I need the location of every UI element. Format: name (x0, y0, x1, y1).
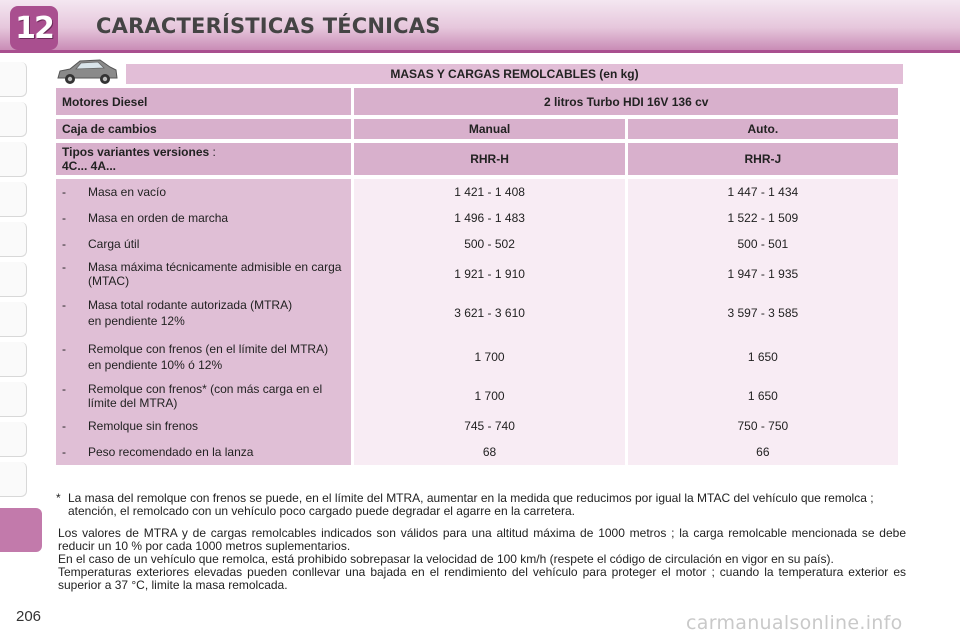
variants-codes: 4C... 4A... (62, 159, 117, 173)
variants-label (56, 143, 351, 175)
row-value-2: 1 650 (628, 335, 898, 379)
note-paragraph: Temperaturas exteriores elevadas pueden conllevar una bajada en el rendimiento del vehículo para proteger el motor ; cuando la temperatura exterior es superior a 37 °C, limite la masa remolcada. (58, 565, 906, 592)
notes (58, 527, 906, 592)
gearbox-manual: Manual (354, 119, 624, 139)
chapter-tab[interactable] (0, 62, 27, 97)
page-number: 206 (16, 608, 42, 625)
row-value-1: 1 700 (354, 379, 624, 413)
footnote (56, 492, 906, 518)
gearbox-label: Caja de cambios (56, 119, 351, 139)
watermark: carmanualsonline.info (686, 612, 903, 634)
chapter-tab[interactable] (0, 142, 27, 177)
page-title: CARACTERÍSTICAS TÉCNICAS (96, 14, 441, 38)
row-label: Peso recomendado en la lanza (88, 445, 254, 459)
row-value-1: 3 621 - 3 610 (354, 291, 624, 335)
chapter-tab[interactable] (0, 102, 27, 137)
row-value-1: 1 496 - 1 483 (354, 205, 624, 231)
row-label: Masa en orden de marcha (88, 211, 229, 225)
variant-2: RHR-J (628, 143, 898, 175)
row-value-2: 3 597 - 3 585 (628, 291, 898, 335)
list-dash: - (62, 185, 66, 199)
list-dash: - (62, 298, 66, 312)
row-value-1: 68 (354, 439, 624, 465)
variant-1: RHR-H (354, 143, 624, 175)
table-row (56, 205, 898, 231)
variants-row (56, 143, 898, 175)
gearbox-auto: Auto. (628, 119, 898, 139)
row-value-2: 66 (628, 439, 898, 465)
table-row (56, 257, 898, 291)
list-dash: - (62, 260, 66, 274)
note-paragraph: En el caso de un vehículo que remolca, está prohibido sobrepasar la velocidad de 100 km/h (respete el código de circulación en vigor en su país). (58, 552, 834, 566)
row-value-2: 1 447 - 1 434 (628, 179, 898, 205)
row-label: Remolque sin frenos (88, 419, 199, 433)
row-label: Masa total rodante autorizada (MTRA) (88, 298, 293, 312)
chapter-tab-active[interactable] (0, 508, 42, 552)
chapter-tab[interactable] (0, 182, 27, 217)
list-dash: - (62, 382, 66, 396)
row-value-1: 1 421 - 1 408 (354, 179, 624, 205)
chapter-tab[interactable] (0, 222, 27, 257)
footnote-text: La masa del remolque con frenos se puede, en el límite del MTRA, aumentar en la medida que reducimos por igual la MTAC del vehículo que remolca ; atención, el remolcado con un vehículo poco cargado puede degradar el agarre en la carretera. (68, 491, 874, 518)
list-dash: - (62, 419, 66, 433)
footnote-star: * (56, 491, 61, 505)
row-value-1: 745 - 740 (354, 413, 624, 439)
row-value-1: 1 921 - 1 910 (354, 257, 624, 291)
chapter-tab[interactable] (0, 342, 27, 377)
note-paragraph: Los valores de MTRA y de cargas remolcables indicados son válidos para una altitud máxima de 1000 metros ; la carga remolcable mencionada se debe reducir un 10 % por cada 1000 metros suplementarios. (58, 526, 906, 553)
variants-label-colon: : (209, 145, 216, 159)
section-title: MASAS Y CARGAS REMOLCABLES (en kg) (126, 64, 903, 84)
gearbox-row (56, 119, 898, 139)
table-row (56, 179, 898, 205)
car-icon (54, 56, 120, 88)
row-label: Masa máxima técnicamente admisible en carga (MTAC) (88, 260, 342, 288)
row-label: Remolque con frenos* (con más carga en el límite del MTRA) (88, 382, 323, 410)
row-value-2: 1 947 - 1 935 (628, 257, 898, 291)
list-dash: - (62, 211, 66, 225)
list-dash: - (62, 342, 66, 356)
engine-row (56, 88, 898, 115)
table-row (56, 439, 898, 465)
chapter-tab[interactable] (0, 462, 27, 497)
chapter-tab[interactable] (0, 382, 27, 417)
variants-label-bold: Tipos variantes versiones (62, 145, 210, 159)
table-row (56, 231, 898, 257)
list-dash: - (62, 237, 66, 251)
table-row (56, 379, 898, 413)
row-value-1: 1 700 (354, 335, 624, 379)
chapter-badge: 12 (10, 6, 58, 50)
chapter-tabs (0, 62, 34, 592)
row-sublabel: en pendiente 12% (88, 314, 185, 328)
row-value-2: 750 - 750 (628, 413, 898, 439)
chapter-tab[interactable] (0, 422, 27, 457)
row-sublabel: en pendiente 10% ó 12% (88, 358, 223, 372)
list-dash: - (62, 445, 66, 459)
chapter-tab[interactable] (0, 262, 27, 297)
chapter-tab[interactable] (0, 302, 27, 337)
row-label: Remolque con frenos (en el límite del MTRA) (88, 342, 329, 356)
engine-value: 2 litros Turbo HDI 16V 136 cv (354, 88, 898, 115)
row-value-2: 1 522 - 1 509 (628, 205, 898, 231)
row-value-2: 1 650 (628, 379, 898, 413)
engine-label: Motores Diesel (56, 88, 351, 115)
table-row (56, 291, 898, 335)
specs-table (53, 88, 901, 465)
header-underline (0, 50, 960, 53)
row-value-2: 500 - 501 (628, 231, 898, 257)
row-label: Masa en vacío (88, 185, 167, 199)
table-row (56, 335, 898, 379)
row-label: Carga útil (88, 237, 140, 251)
row-value-1: 500 - 502 (354, 231, 624, 257)
table-row (56, 413, 898, 439)
